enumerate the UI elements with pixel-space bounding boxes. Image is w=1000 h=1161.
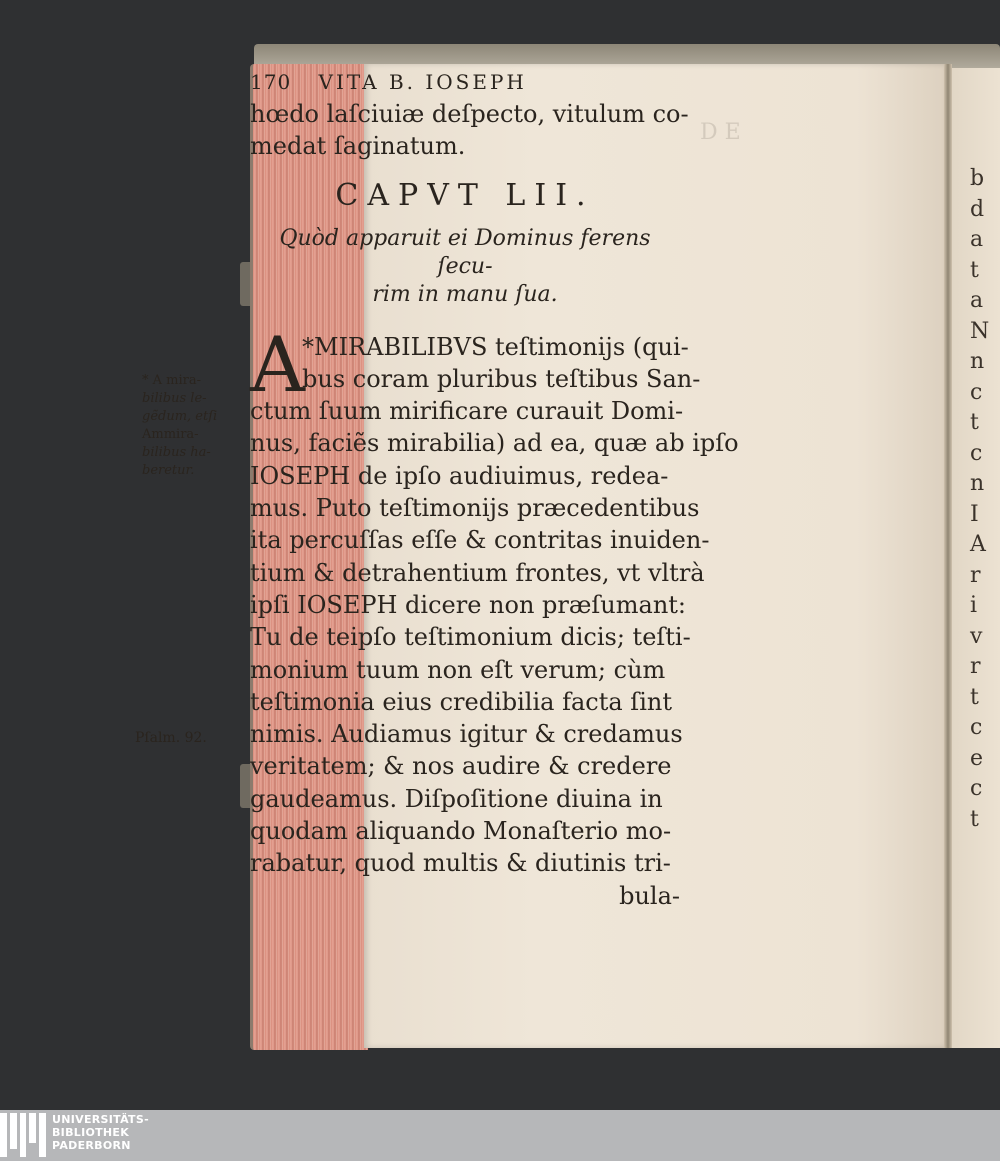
right-page-letter: c <box>970 776 983 801</box>
text-line: veritatem; & nos audire & credere <box>250 752 672 781</box>
text-line: hœdo laſciuiæ deſpecto, vitulum co- <box>250 100 689 128</box>
right-page-letter: A <box>970 532 986 557</box>
right-page-letter: I <box>970 501 979 527</box>
text-line: mus. Puto teſtimonijs præcedentibus <box>250 494 700 523</box>
text-line: ctum ſuum mirificare curauit Domi- <box>250 397 684 426</box>
right-page-edge <box>952 68 1000 1048</box>
right-page-fragments <box>970 164 1000 835</box>
text-line: medat ſaginatum. <box>250 132 466 161</box>
text-line: tium & detrahentium frontes, vt vltrà <box>250 558 705 587</box>
text-line: monium tuum non eſt verum; cùm <box>250 655 666 684</box>
catchword: bula- <box>619 881 680 910</box>
margin-note <box>142 372 224 480</box>
right-page-letter: d <box>970 196 985 222</box>
text-line: Tu de teipſo teſtimonium dicis; teſti- <box>250 623 691 652</box>
page-number: 170 <box>250 70 292 94</box>
right-page-letter: c <box>970 440 983 466</box>
text-line: *MIRABILIBVS teſtimonijs (qui- <box>302 332 689 361</box>
drop-cap: A <box>250 319 305 409</box>
text-line: quodam aliquando Monaſterio mo- <box>250 817 672 846</box>
text-line: rabatur, quod multis & diutinis tri- <box>250 849 671 878</box>
right-page-letter: a <box>970 288 984 313</box>
running-title: VITA B. IOSEPH <box>318 70 527 94</box>
text-line: gaudeamus. Diſpoſitione diuina in <box>250 784 663 813</box>
first-paragraph <box>250 319 739 912</box>
right-page-letter: i <box>970 593 978 618</box>
right-page-letter: c <box>970 715 983 740</box>
right-page-letter: r <box>970 562 981 588</box>
right-page-letter: b <box>970 166 985 191</box>
right-page-letter: e <box>970 745 984 771</box>
margin-note-line: Ammira- <box>142 427 199 442</box>
right-page-letter: v <box>970 623 983 649</box>
right-page-letter: t <box>970 684 979 710</box>
margin-note-line: gẽdum, etſi <box>142 409 218 424</box>
text-line: nus, faciẽs mirabilia) ad ea, quæ ab ipſo <box>250 429 739 458</box>
right-page-letter: t <box>970 410 979 435</box>
chapter-subtitle-line: rim in manu ſua. <box>372 281 558 307</box>
chapter-heading: CAPVT LII. <box>335 177 595 213</box>
right-page-letter: a <box>970 227 984 252</box>
text-line: ipſi IOSEPH dicere non præſumant: <box>250 590 687 619</box>
text-line: nimis. Audiamus igitur & credamus <box>250 720 683 749</box>
text-line: bus coram pluribus teſtibus San- <box>302 364 701 393</box>
margin-note-line: * A mira- <box>142 373 201 388</box>
text-line: ita percuſſas eſſe & contritas inuiden- <box>250 526 710 555</box>
body-lines <box>250 395 739 879</box>
margin-note-line: beretur. <box>142 463 195 478</box>
right-page-letter: r <box>970 654 981 679</box>
right-page-letter: N <box>970 318 990 344</box>
library-logo-icon <box>0 1113 46 1157</box>
running-head <box>250 70 680 98</box>
right-page-letter: n <box>970 471 985 496</box>
book-gutter <box>944 64 952 1048</box>
text-line: IOSEPH de ipſo audiuimus, redea- <box>250 461 669 490</box>
right-page-letter: n <box>970 349 985 374</box>
text-line: teſtimonia eius credibilia facta ſint <box>250 687 672 716</box>
margin-note-line: bilibus le- <box>142 391 207 406</box>
right-page-letter: t <box>970 257 979 283</box>
page-text <box>250 70 739 912</box>
library-logo-text: UNIVERSITÄTS- BIBLIOTHEK PADERBORN <box>52 1113 149 1152</box>
show-through: D E <box>700 120 741 145</box>
margin-psalm-reference: Pſalm. 92. <box>135 730 207 746</box>
right-page-letter: t <box>970 806 979 832</box>
margin-note-line: bilibus ha- <box>142 445 211 460</box>
right-page-letter: c <box>970 379 983 405</box>
chapter-subtitle-line: Quòd apparuit ei Dominus ferens ſecu- <box>279 225 651 279</box>
footer-bar <box>0 1110 1000 1161</box>
